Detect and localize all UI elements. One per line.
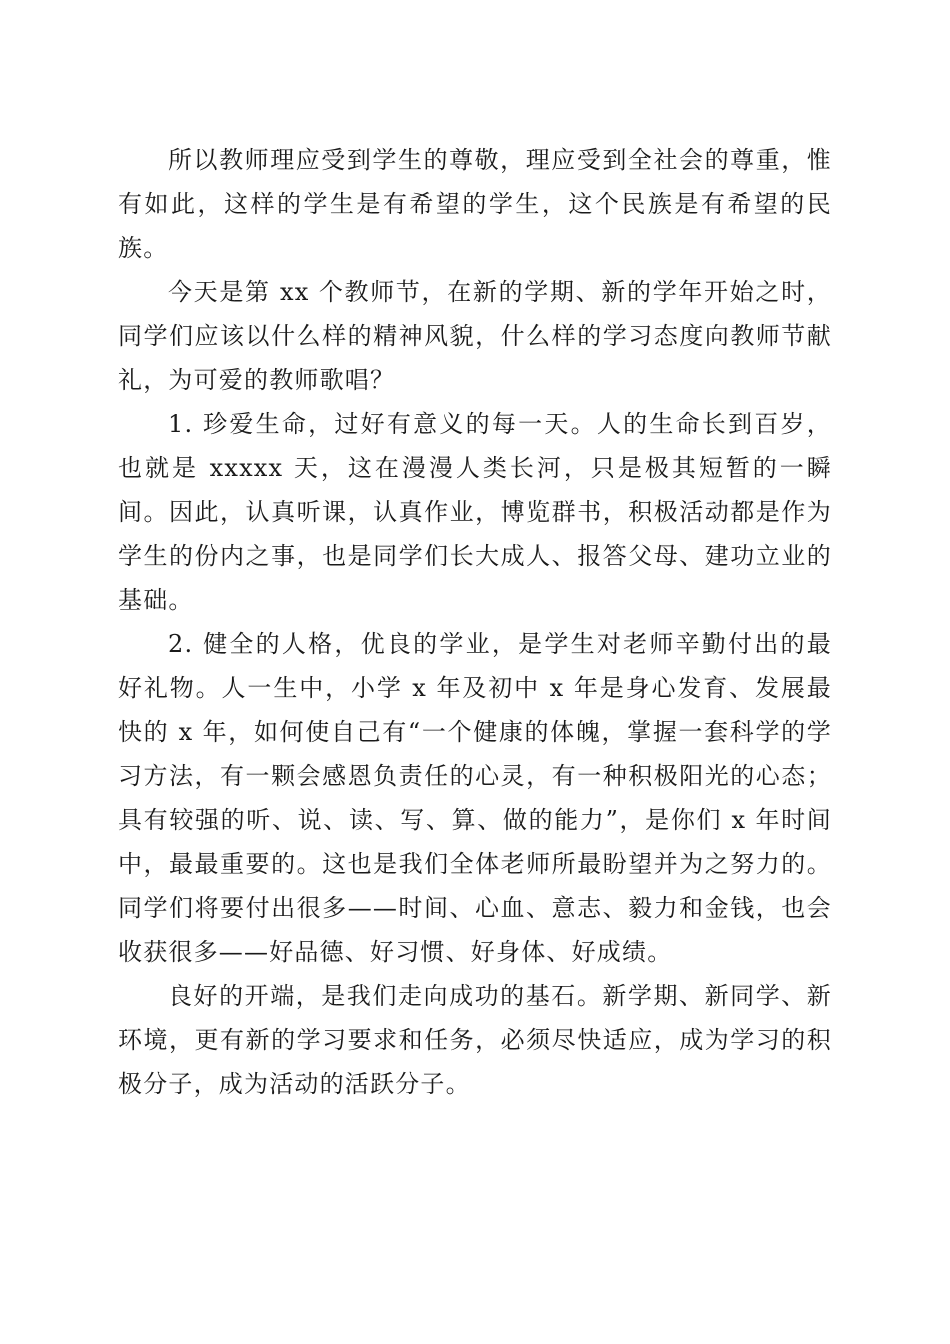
paragraph-sound-personality: 2. 健全的人格，优良的学业，是学生对老师辛勤付出的最好礼物。人一生中，小学 x 年及初中 x 年是身心发育、发展最快的 x 年，如何使自己有“一个健康的体魄，掌握一套科学的学习方法，有一颗会感恩负责任的心灵，有一种积极阳光的心态；具有较强的听、说、读、写、算、做的能力”，是你们 x 年时间中，最最重要的。这也是我们全体老师所最盼望并为之努力的。同学们将要付出很多——时间、心血、意志、毅力和金钱，也会收获很多——好品德、好习惯、好身体、好成绩。: [118, 630, 832, 966]
document-body: [118, 138, 832, 1106]
paragraph-respect-teachers: 所以教师理应受到学生的尊敬，理应受到全社会的尊重，惟有如此，这样的学生是有希望的学生，这个民族是有希望的民族。: [118, 146, 832, 262]
paragraph-good-start: 良好的开端，是我们走向成功的基石。新学期、新同学、新环境，更有新的学习要求和任务，必须尽快适应，成为学习的积极分子，成为活动的活跃分子。: [118, 982, 832, 1098]
paragraph-teachers-day: 今天是第 xx 个教师节，在新的学期、新的学年开始之时，同学们应该以什么样的精神风貌，什么样的学习态度向教师节献礼，为可爱的教师歌唱？: [118, 278, 832, 394]
paragraph-cherish-life: 1. 珍爱生命，过好有意义的每一天。人的生命长到百岁，也就是 xxxxx 天，这在漫漫人类长河，只是极其短暂的一瞬间。因此，认真听课，认真作业，博览群书，积极活动都是作为学生的份内之事，也是同学们长大成人、报答父母、建功立业的基础。: [118, 410, 832, 614]
